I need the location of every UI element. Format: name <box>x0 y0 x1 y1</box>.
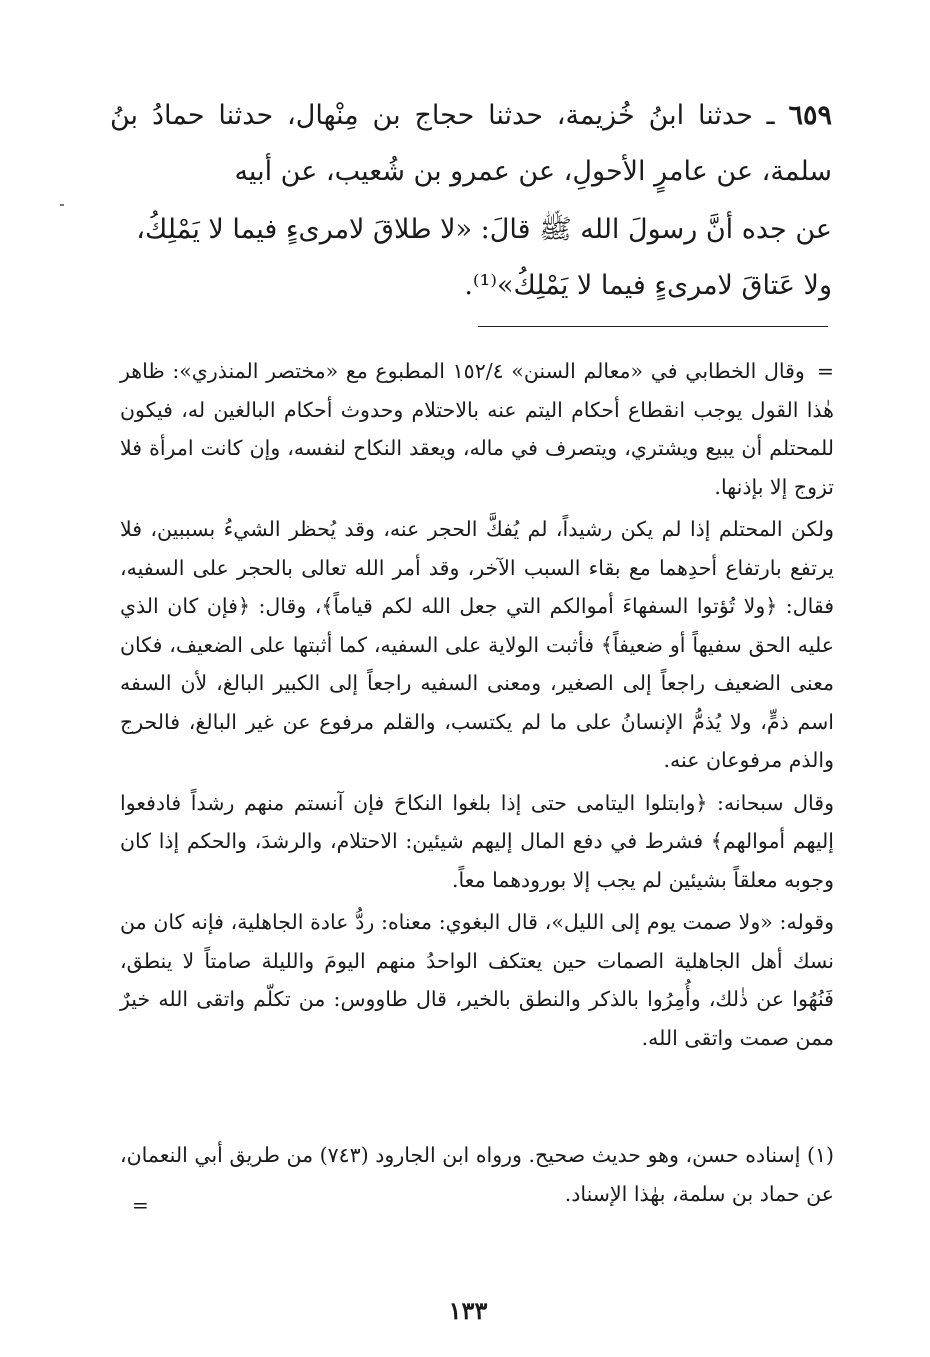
scan-speck <box>60 204 64 206</box>
commentary-paragraph: ولكن المحتلم إذا لم يكن رشيداً، لم يُفكَّ الحجر عنه، وقد يُحظر الشيءُ بسببين، فلا يرتفع بارتفاع أحدِهما مع بقاء السبب الآخر، وقد أمر الله تعالى بالحجر على السفيه، فقال: ﴿ولا تُؤتوا السفهاءَ أموالكم التي جعل الله لكم قياماً﴾، وقال: ﴿فإن كان الذي عليه الحق سفيهاً أو ضعيفاً﴾ فأثبت الولاية على السفيه، كما أثبتها على الضعيف، فكان معنى الضعيف راجعاً إلى الصغير، ومعنى السفيه راجعاً إلى الكبير البالغ، لأن السفه اسم ذمٍّ، ولا يُذمُّ الإنسانُ على ما لم يكتسب، والقلم مرفوع عن غير البالغ، فالحرج والذم مرفوعان عنه. <box>120 517 834 772</box>
commentary-paragraph: وقال سبحانه: ﴿وابتلوا اليتامى حتى إذا بلغوا النكاحَ فإن آنستم منهم رشداً فادفعوا إليهم أموالهم﴾ فشرط في دفع المال إليهم شيئين: الاحتلام، والرشدَ، والحكم إذا كان وجوبه معلقاً بشيئين لم يجب إلا بورودهما معاً. <box>120 790 834 892</box>
commentary-paragraph <box>120 352 834 506</box>
commentary-text: وقال الخطابي في «معالم السنن» ١٥٢/٤ المطبوع مع «مختصر المنذري»: ظاهر هٰذا القول يوجب انقطاع أحكام اليتم عنه بالاحتلام وحدوث أحكام البالغين له، فيكون للمحتلم أن يبيع ويشتري، ويتصرف في ماله، ويعقد النكاح لنفسه، وإن كانت امرأة فلا تزوج إلا بإذنها. <box>120 359 834 499</box>
hadith-block <box>110 88 832 314</box>
footnote-continuation-mark: = <box>132 1193 149 1217</box>
footnote <box>120 1136 834 1213</box>
footnote-separator <box>478 326 828 327</box>
hadith-matn: عن جده أنَّ رسولَ الله ﷺ قالَ: «لا طلاقَ لامرىءٍ فيما لا يَمْلِكُ، ولا عَتاقَ لامرىءٍ فيما لا يَمْلِكُ»⁽¹⁾. <box>136 214 832 301</box>
continuation-mark: = <box>816 359 834 383</box>
commentary-block <box>120 352 834 1057</box>
hadith-number: ٦٥٩ <box>788 100 832 131</box>
commentary-paragraph: وقوله: «ولا صمت يوم إلى الليل»، قال البغوي: معناه: ردُّ عادة الجاهلية، فإنه كان من نسك أهل الجاهلية الصمات حين يعتكف الواحدُ منهم اليومَ والليلة صامتاً لا ينطق، فَنُهُوا عن ذٰلك، وأُمِرُوا بالذكر والنطق بالخير، قال طاووس: من تكلّم واتقى الله خيرٌ ممن صمت واتقى الله. <box>120 910 834 1050</box>
hadith-isnad: ـ حدثنا ابنُ خُزيمة، حدثنا حجاج بن مِنْهال، حدثنا حمادُ بنُ سلمة، عن عامرٍ الأحولِ، عن عمرو بن شُعيب، عن أبيه <box>110 100 832 187</box>
footnote-text: (١) إسناده حسن، وهو حديث صحيح. ورواه ابن الجارود (٧٤٣) من طريق أبي النعمان، عن حماد بن سلمة، بهٰذا الإسناد. <box>120 1143 835 1206</box>
page-number: ١٣٣ <box>448 1296 488 1325</box>
hadith-isnad-paragraph <box>110 88 832 200</box>
